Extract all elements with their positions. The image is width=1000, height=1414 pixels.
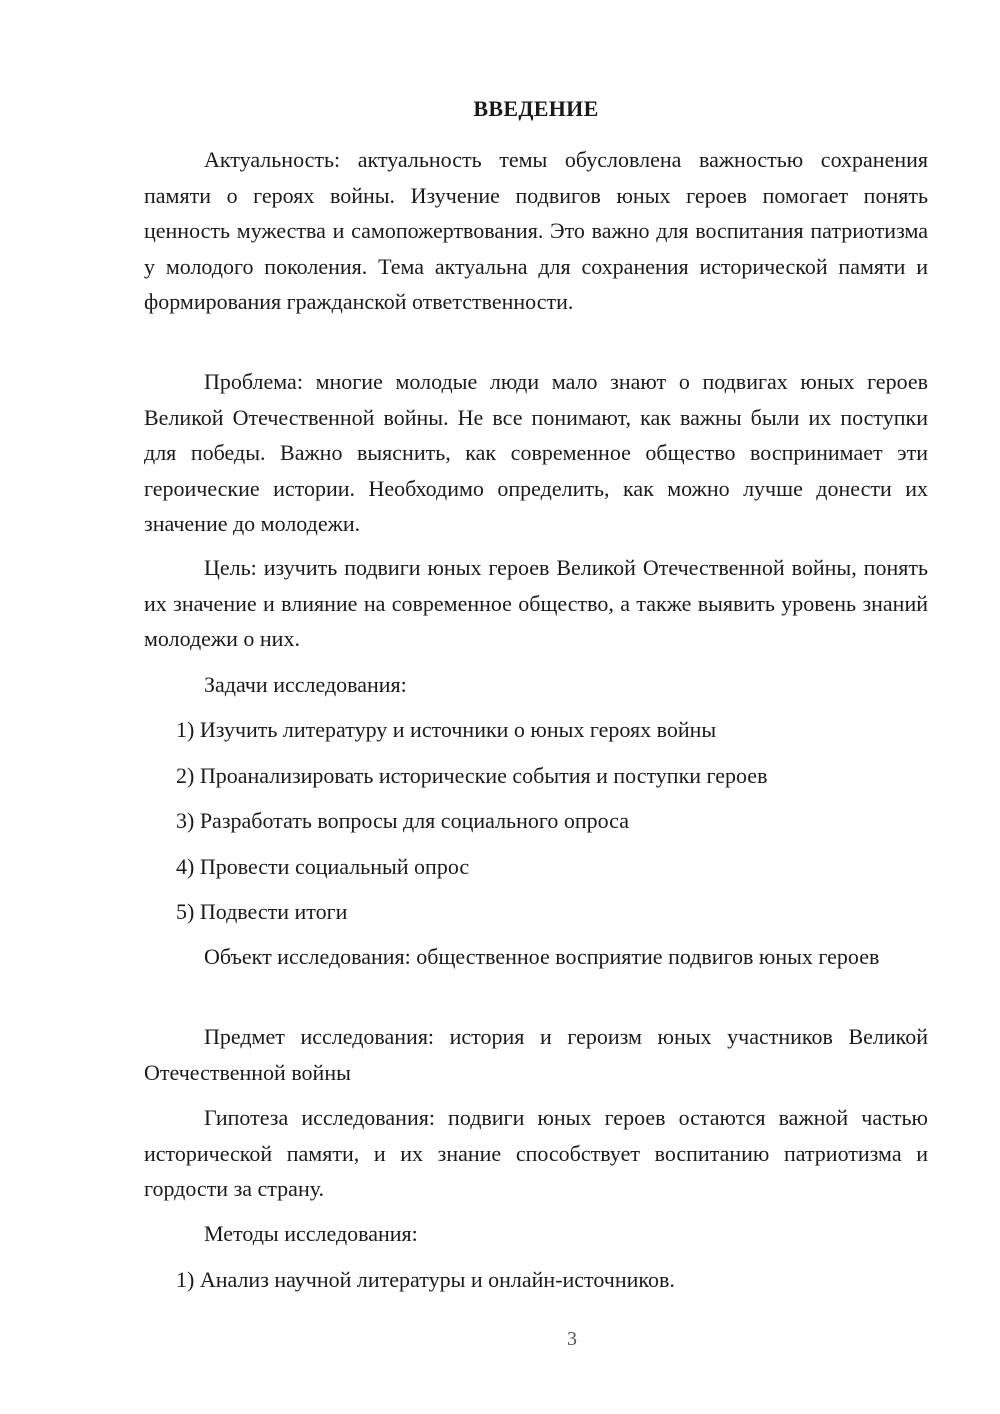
- paragraph-relevance: Актуальность: актуальность темы обусловлена важностью сохранения памяти о героях войны. Изучение подвигов юных героев помогает понять ценность мужества и самопожертвования. Это важно для воспитания патриотизма у молодого поколения. Тема актуальна для сохранения исторической памяти и формирования гражданской ответственности.: [144, 147, 928, 314]
- list-item: 1) Анализ научной литературы и онлайн-источников.: [176, 1267, 675, 1292]
- list-item: 5) Подвести итоги: [176, 899, 348, 924]
- paragraph-hypothesis: Гипотеза исследования: подвиги юных героев остаются важной частью исторической памяти, и их знание способствует воспитанию патриотизма и гордости за страну.: [144, 1105, 928, 1201]
- list-item: 3) Разработать вопросы для социального опроса: [176, 808, 629, 833]
- tasks-heading: Задачи исследования:: [204, 672, 407, 697]
- page-number: 3: [567, 1328, 577, 1350]
- paragraph-problem: Проблема: многие молодые люди мало знают о подвигах юных героев Великой Отечественной войны. Не все понимают, как важны были их поступки для победы. Важно выяснить, как современное общество воспринимает эти героические истории. Необходимо определить, как можно лучше донести их значение до молодежи.: [144, 369, 928, 536]
- list-item: 4) Провести социальный опрос: [176, 854, 470, 879]
- methods-heading: Методы исследования:: [204, 1221, 418, 1246]
- page-title: ВВЕДЕНИЕ: [473, 96, 599, 121]
- list-item: 2) Проанализировать исторические события и поступки героев: [176, 763, 768, 788]
- list-item: 1) Изучить литературу и источники о юных героях войны: [176, 717, 717, 742]
- paragraph-subject: Предмет исследования: история и героизм юных участников Великой Отечественной войны: [144, 1024, 928, 1085]
- paragraph-goal: Цель: изучить подвиги юных героев Великой Отечественной войны, понять их значение и влияние на современное общество, а также выявить уровень знаний молодежи о них.: [144, 555, 928, 651]
- paragraph-object: Объект исследования: общественное восприятие подвигов юных героев: [204, 944, 880, 969]
